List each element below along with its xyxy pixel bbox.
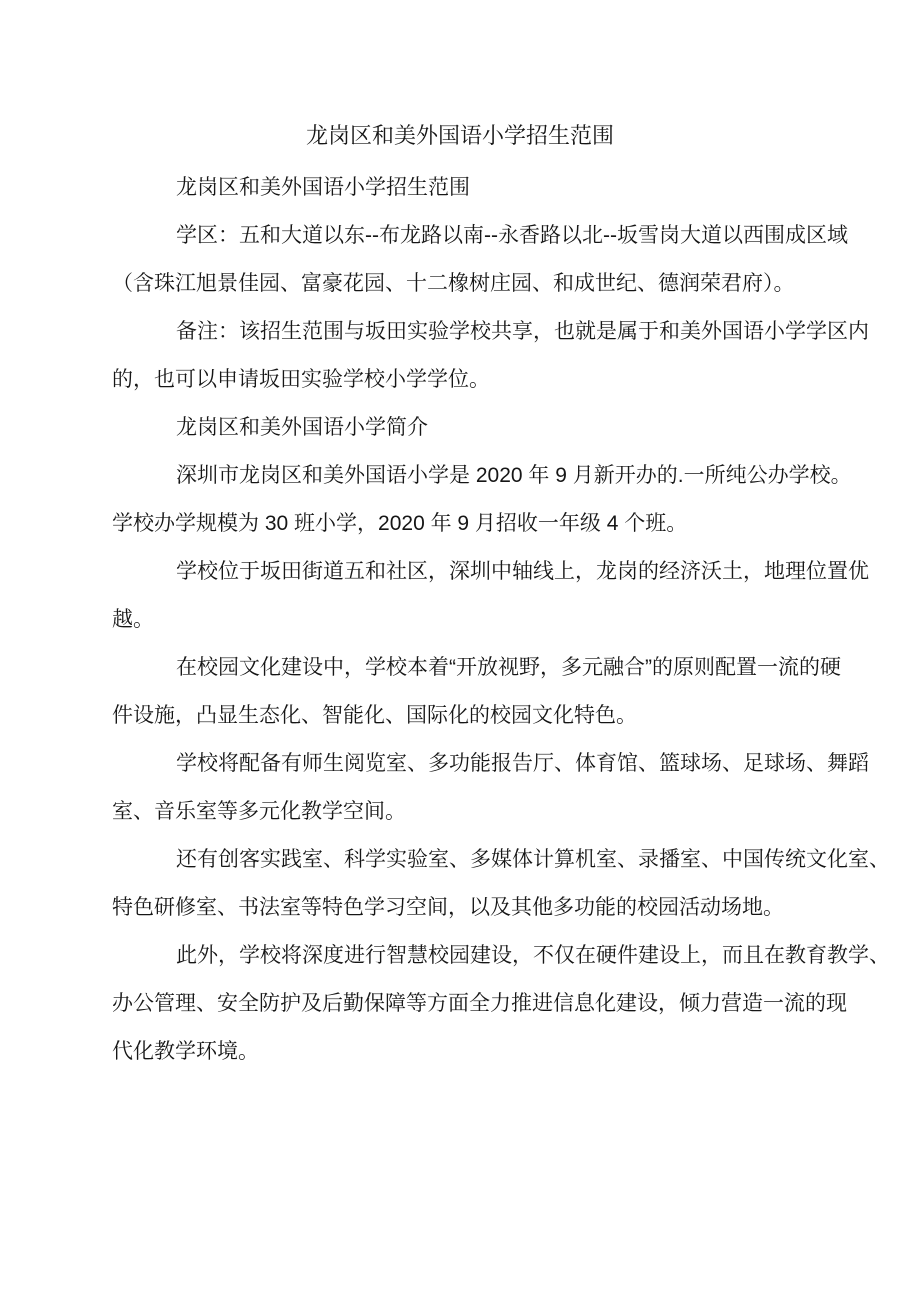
paragraph-3-line-2: 的，也可以申请坂田实验学校小学学位。: [112, 368, 490, 391]
paragraph-5-line-2: 学校办学规模为 30 班小学，2020 年 9 月招收一年级 4 个班。: [112, 512, 688, 535]
paragraph-1-line-1: 龙岗区和美外国语小学招生范围: [176, 176, 470, 199]
paragraph-9-line-2: 特色研修室、书法室等特色学习空间，以及其他多功能的校园活动场地。: [112, 896, 784, 919]
paragraph-8-line-1: 学校将配备有师生阅览室、多功能报告厅、体育馆、篮球场、足球场、舞蹈: [176, 752, 869, 775]
paragraph-5-line-1: 深圳市龙岗区和美外国语小学是 2020 年 9 月新开办的.一所纯公办学校。: [176, 464, 852, 487]
paragraph-2-line-1: 学区：五和大道以东--布龙路以南--永香路以北--坂雪岗大道以西围成区域: [176, 224, 848, 247]
paragraph-10-line-3: 代化教学环境。: [112, 1040, 259, 1063]
paragraph-7-line-1: 在校园文化建设中，学校本着“开放视野，多元融合”的原则配置一流的硬: [176, 656, 841, 679]
paragraph-10-line-2: 办公管理、安全防护及后勤保障等方面全力推进信息化建设，倾力营造一流的现: [112, 992, 847, 1015]
paragraph-2-line-2: （含珠江旭景佳园、富豪花园、十二橡树庄园、和成世纪、德润荣君府）。: [112, 272, 795, 295]
paragraph-7-line-2: 件设施，凸显生态化、智能化、国际化的校园文化特色。: [112, 704, 637, 727]
document-title: 龙岗区和美外国语小学招生范围: [305, 123, 614, 148]
paragraph-4-line-1: 龙岗区和美外国语小学简介: [176, 416, 428, 439]
document-body: [0, 164, 890, 1076]
paragraph-10-line-1: 此外，学校将深度进行智慧校园建设，不仅在硬件建设上，而且在教育教学、: [176, 944, 890, 967]
paragraph-6-line-1: 学校位于坂田街道五和社区，深圳中轴线上，龙岗的经济沃土，地理位置优: [176, 560, 869, 583]
paragraph-3-line-1: 备注：该招生范围与坂田实验学校共享，也就是属于和美外国语小学学区内: [176, 320, 869, 343]
paragraph-6-line-2: 越。: [112, 608, 154, 631]
paragraph-8-line-2: 室、音乐室等多元化教学空间。: [112, 800, 406, 823]
paragraph-9-line-1: 还有创客实践室、科学实验室、多媒体计算机室、录播室、中国传统文化室、: [176, 848, 890, 871]
